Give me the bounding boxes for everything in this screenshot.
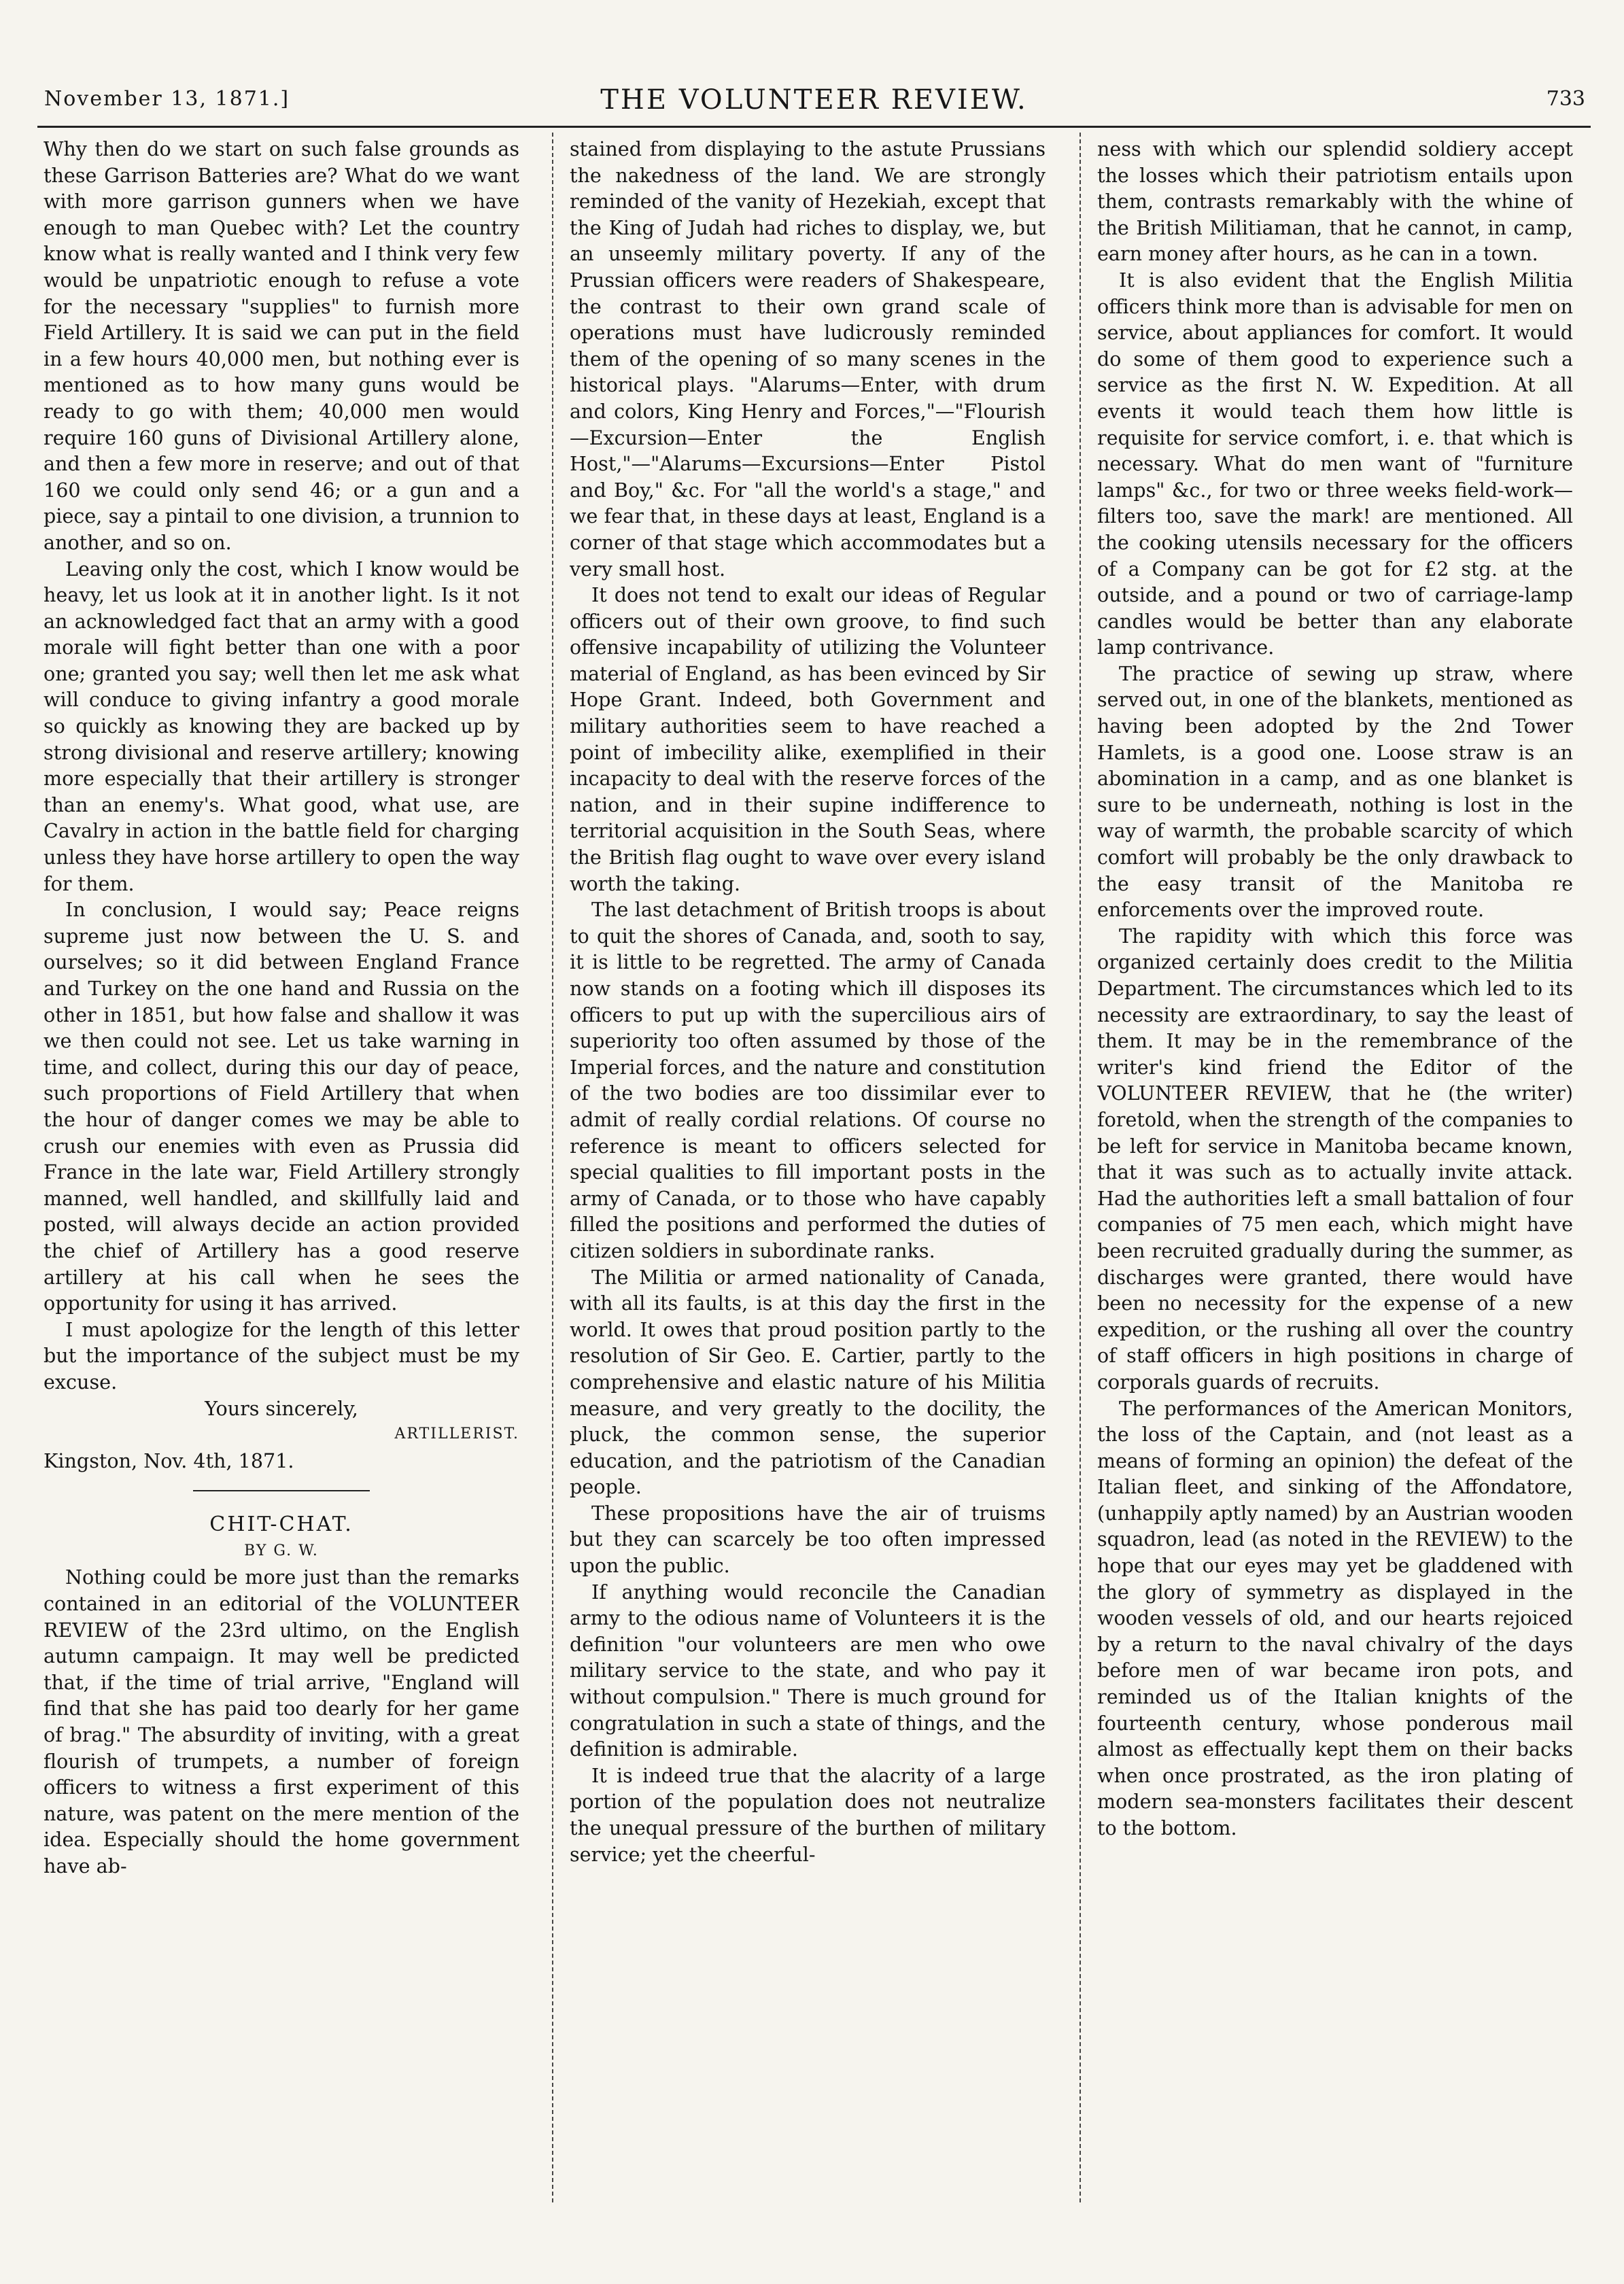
letter-dateline: Kingston, Nov. 4th, 1871. bbox=[44, 1449, 294, 1472]
section-byline: BY G. W. bbox=[244, 1542, 319, 1559]
paragraph: If anything would reconcile the Canadian army to the odious name of Volunteers it is the definition "our volunteers are men who owe military service to the state, and who pay it without compulsion." There is much ground for congratulation in such a state of things, and the definition is admirable. bbox=[570, 1580, 1046, 1761]
column-2 bbox=[570, 136, 1046, 2199]
section-rule bbox=[193, 1490, 370, 1491]
column-1 bbox=[44, 136, 519, 2199]
paragraph: ness with which our splendid soldiery accept the losses which their patriotism entails upon them, contrasts remarkably with the whine of the British Militiaman, that he cannot, in camp, earn money after hours, as he can in a town. bbox=[1097, 137, 1573, 266]
paragraph: The practice of sewing up straw, where served out, in one of the blankets, mentioned as having been adopted by the 2nd Tower Hamlets, is a good one. Loose straw is an abomination in a camp, and as one blanket is sure to be underneath, nothing is lost in the way of warmth, the probable scarcity of which comfort will probably be the only drawback to the easy transit of the Manitoba re enforcements over the improved route. bbox=[1097, 661, 1573, 922]
paragraph: These propositions have the air of truisms but they can scarcely be too often impressed upon the public. bbox=[570, 1501, 1046, 1578]
issue-date: November 13, 1871.] bbox=[44, 87, 290, 111]
page-header bbox=[37, 80, 1591, 118]
column-divider-2 bbox=[1079, 133, 1081, 2202]
paragraph: The rapidity with which this force was organized certainly does credit to the Militia Department. The circumstances which led to its necessity are extraordinary, to say the least of them. It may be in the remembrance of the writer's kind friend the Editor of the VOLUNTEER REVIEW, that he (the writer) foretold, when the strength of the companies to be left for service in Manitoba became known, that it was such as to actually invite attack. Had the authorities left a small battalion of four companies of 75 men each, which might have been recruited gradually during the summer, as discharges were granted, there would have been no necessity for the expense of a new expedition, or the rushing all over the country of staff officers in high positions in charge of corporals guards of recruits. bbox=[1097, 924, 1573, 1394]
header-rule bbox=[37, 126, 1591, 128]
paragraph: stained from displaying to the astute Prussians the nakedness of the land. We are strongly reminded of the vanity of Hezekiah, except that the King of Judah had riches to display, we, but an unseemly military poverty. If any of the Prussian officers were readers of Shakespeare, the contrast to their own grand scale of operations must have ludicrously reminded them of the opening of so many scenes in the historical plays. "Alarums—Enter, with drum and colors, King Henry and Forces,"—"Flourish—Excursion—Enter the English Host,"—"Alarums—Excursions—Enter Pistol and Boy," &c. For "all the world's a stage," and we fear that, in these days at least, England is a corner of that stage which accommodates but a very small host. bbox=[570, 137, 1046, 581]
letter-signature: ARTILLERIST. bbox=[394, 1425, 519, 1443]
paragraph: Why then do we start on such false grounds as these Garrison Batteries are? What do we want with more garrison gunners when we have enough to man Quebec with? Let the country know what is really wanted and I think very few would be unpatriotic enough to refuse a vote for the necessary "supplies" to furnish more Field Artillery. It is said we can put in the field in a few hours 40,000 men, but nothing ever is mentioned as to how many guns would be ready to go with them; 40,000 men would require 160 guns of Divisional Artillery alone, and then a few more in reserve; and out of that 160 we could only send 46; or a gun and a piece, say a pintail to one division, a trunnion to another, and so on. bbox=[44, 137, 519, 554]
paragraph: The last detachment of British troops is about to quit the shores of Canada, and, sooth to say, it is little to be regretted. The army of Canada now stands on a footing which ill disposes its officers to put up with the supercilious airs of superiority too often assumed by those of the Imperial forces, and the nature and constitution of the two bodies are too dissimilar ever to admit of really cordial relations. Of course no reference is meant to officers selected for special qualities to fill important posts in the army of Canada, or to those who have capably filled the positions and performed the duties of citizen soldiers in subordinate ranks. bbox=[570, 898, 1046, 1262]
paragraph: The Militia or armed nationality of Canada, with all its faults, is at this day the first in the world. It owes that proud position partly to the resolution of Sir Geo. E. Cartier, partly to the comprehensive and elastic nature of his Militia measure, and very greatly to the docility, the pluck, the common sense, the superior education, and the patriotism of the Canadian people. bbox=[570, 1265, 1046, 1499]
page-number: 733 bbox=[1546, 87, 1585, 111]
section-title: CHIT-CHAT. bbox=[209, 1512, 353, 1537]
paragraph: Leaving only the cost, which I know would be heavy, let us look at it in another light. Is it not an acknowledged fact that an army with a good morale will fight better than one with a poor one; granted you say; well then let me ask what will conduce to giving infantry a good morale so quickly as knowing they are backed up by strong divisional and reserve artillery; knowing more especially that their artillery is stronger than an enemy's. What good, what use, are Cavalry in action in the battle field for charging unless they have horse artillery to open the way for them. bbox=[44, 557, 519, 895]
column-divider-1 bbox=[552, 133, 553, 2202]
paragraph: It does not tend to exalt our ideas of Regular officers out of their own groove, to find such offensive incapability of utilizing the Volunteer material of England, as has been evinced by Sir Hope Grant. Indeed, both Government and military authorities seem to have reached a point of imbecility alike, exemplified in their incapacity to deal with the reserve forces of the nation, and in their supine indifference to territorial acquisition in the South Seas, where the British flag ought to wave over every island worth the taking. bbox=[570, 583, 1046, 895]
column-3 bbox=[1097, 136, 1573, 2199]
publication-title: THE VOLUNTEER REVIEW. bbox=[600, 84, 1028, 116]
letter-sign-off: Yours sincerely, bbox=[205, 1396, 358, 1420]
paragraph: I must apologize for the length of this letter but the importance of the subject must be my excuse. bbox=[44, 1317, 519, 1394]
paragraph: It is also evident that the English Militia officers think more than is advisable for men on service, about appliances for comfort. It would do some of them good to experience such a service as the first N. W. Expedition. At all events it would teach them how little is requisite for service comfort, i. e. that which is necessary. What do men want of "furniture lamps" &c., for two or three weeks field-work—filters too, save the mark! are mentioned. All the cooking utensils necessary for the officers of a Company can be got for £2 stg. at the outside, and a pound or two of carriage-lamp candles would be better than any elaborate lamp contrivance. bbox=[1097, 268, 1573, 659]
paragraph: It is indeed true that the alacrity of a large portion of the population does not neutralize the unequal pressure of the burthen of military service; yet the cheerful- bbox=[570, 1763, 1046, 1866]
paragraph: Nothing could be more just than the remarks contained in an editorial of the VOLUNTEER REVIEW of the 23rd ultimo, on the English autumn campaign. It may well be predicted that, if the time of trial arrive, "England will find that she has paid too dearly for her game of brag." The absurdity of inviting, with a great flourish of trumpets, a number of foreign officers to witness a first experiment of this nature, was patent on the mere mention of the idea. Especially should the home government have ab- bbox=[44, 1565, 519, 1878]
paragraph: In conclusion, I would say; Peace reigns supreme just now between the U. S. and ourselves; so it did between England France and Turkey on the one hand and Russia on the other in 1851, but how false and shallow it was we then could not see. Let us take warning in time, and collect, during this our day of peace, such proportions of Field Artillery that when the hour of danger comes we may be able to crush our enemies with even as Prussia did France in the late war, Field Artillery strongly manned, well handled, and skillfully laid and posted, will always decide an action provided the chief of Artillery has a good reserve artillery at his call when he sees the opportunity for using it has arrived. bbox=[44, 898, 519, 1315]
paragraph: The performances of the American Monitors, the loss of the Captain, and (not least as a means of forming an opinion) the defeat of the Italian fleet, and sinking of the Affondatore, (unhappily aptly named) by an Austrian wooden squadron, lead (as noted in the REVIEW) to the hope that our eyes may yet be gladdened with the glory of symmetry as displayed in the wooden vessels of old, and our hearts rejoiced by a return to the naval chivalry of the days before men of war became iron pots, and reminded us of the Italian knights of the fourteenth century, whose ponderous mail almost as effectually kept them on their backs when once prostrated, as the iron plating of modern sea-monsters facilitates their descent to the bottom. bbox=[1097, 1396, 1573, 1839]
